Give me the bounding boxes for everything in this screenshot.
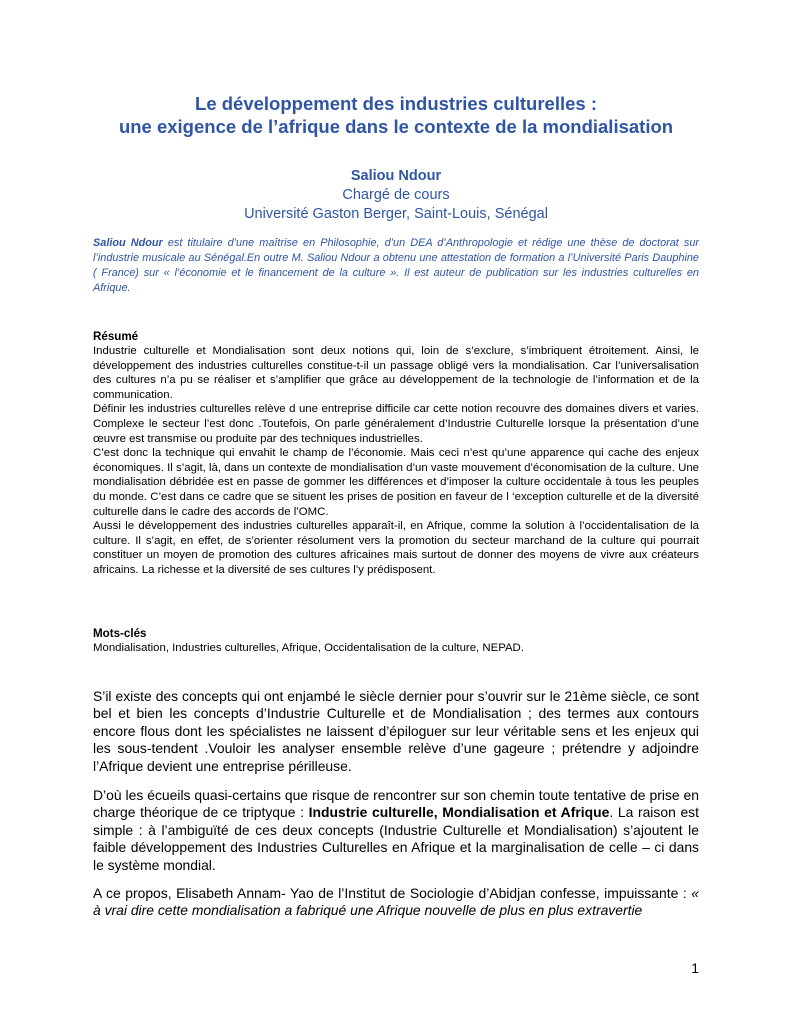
title-line-1: Le développement des industries culturelles :: [195, 93, 597, 114]
author-bio: [93, 236, 699, 296]
keywords-heading: Mots-clés: [93, 627, 147, 640]
resume-section: [93, 344, 699, 578]
body-text: [93, 787, 699, 874]
resume-paragraph: Aussi le développement des industries culturelles apparaît-il, en Afrique, comme la solution à l’occidentalisation de la culture. Il s’agit, en effet, de s’orienter résolument vers la promotion du secteur marchand de la culture qui pourrait constituer un moyen de promotion des cultures africaines mais surtout de donner des moyens de vivre aux créateurs africains. La richesse et la diversité de ses cultures l’y prédisposent.: [93, 520, 699, 576]
page-number: 1: [691, 960, 699, 976]
bio-text: est titulaire d’une maîtrise en Philosophie, d’un DEA d’Anthropologie et rédige une thèse de doctorat sur l’industrie musicale au Sénégal.En outre M. Saliou Ndour a obtenu une attestation de formation a l’Université Paris Dauphine ( France) sur « l’économie et le financement de la culture ». Il est auteur de publication sur les industries culturelles en Afrique.: [93, 237, 700, 294]
body-text-bold: Industrie culturelle, Mondialisation et Afrique: [308, 804, 610, 821]
bio-author-name: Saliou Ndour: [93, 237, 163, 249]
keywords-section: [93, 641, 699, 656]
resume-paragraph: C’est donc la technique qui envahit le champ de l’économie. Mais ceci n’est qu’une apparence qui cache des enjeux économiques. Il s’agit, là, dans un contexte de mondialisation d’un vaste mouvement d’économisation de la culture. Une mondialisation débridée est en passe de gommer les différences et d’imposer la culture occidentale à tous les peuples du monde. C’est dans ce cadre que se situent les prises de position en faveur de l ‘exception culturelle et de la diversité culturelle dans le cadre des accords de l’OMC.: [93, 447, 699, 518]
body-text-end: . La raison est simple : à l’ambiguïté de ces deux concepts (Industrie Culturelle et Mondialisation) s’ajoutent le faible développement des Industries Culturelles en Afrique et la marginalisation de celle – ci dans le système mondial.: [93, 804, 699, 873]
author-university: Université Gaston Berger, Saint-Louis, Sénégal: [244, 206, 548, 222]
quote-text: « à vrai dire cette mondialisation a fabriqué une Afrique nouvelle de plus en plus extravertie: [93, 885, 699, 919]
body-paragraph-3: [93, 885, 699, 920]
keywords-text: Mondialisation, Industries culturelles, Afrique, Occidentalisation de la culture, NEPAD.: [93, 642, 524, 654]
body-text: S’il existe des concepts qui ont enjambé le siècle dernier pour s’ouvrir sur le 21ème siècle, ce sont bel et bien les concepts d’Industrie Culturelle et de Mondialisation ; des termes aux contours encore flous dont les spécialistes ne laissent d’épiloguer sur leur véritable sens et les enjeux qui les sous-tendent .Vouloir les analyser ensemble relève d’une gageure ; prétendre y adjoindre l’Afrique devient une entreprise périlleuse.: [93, 688, 699, 774]
resume-paragraph: Définir les industries culturelles relève d une entreprise difficile car cette notion recouvre des domaines divers et varies. Complexe le secteur l’est donc .Toutefois, On parle généralement d’Industrie Culturelle lorsque la présentation d’une œuvre est transmise ou produite par des techniques industrielles.: [93, 403, 699, 445]
body-text: [93, 885, 699, 920]
body-paragraph-2: [93, 787, 699, 874]
resume-paragraph: Industrie culturelle et Mondialisation sont deux notions qui, loin de s’exclure, s’imbriquent étroitement. Ainsi, le développement des industries culturelles constitue-t-il un passage obligé vers la mondialisation. Car l’universalisation des cultures n’a pu se réaliser et s’amplifier que grâce au développement de la technologie de l’information et de la communication.: [93, 345, 699, 401]
author-role: Chargé de cours: [342, 187, 450, 203]
body-text-start: A ce propos, Elisabeth Annam- Yao de l’Institut de Sociologie d’Abidjan confesse, impuissante :: [93, 885, 692, 901]
body-paragraph-1: [93, 688, 699, 775]
body-text-start: D’où les écueils quasi-certains que risque de rencontrer sur son chemin toute tentative de prise en charge théorique de ce triptyque :: [93, 787, 699, 821]
title-line-2: une exigence de l’afrique dans le contexte de la mondialisation: [118, 116, 674, 137]
resume-heading: Résumé: [93, 330, 139, 343]
author-name: Saliou Ndour: [350, 168, 442, 184]
